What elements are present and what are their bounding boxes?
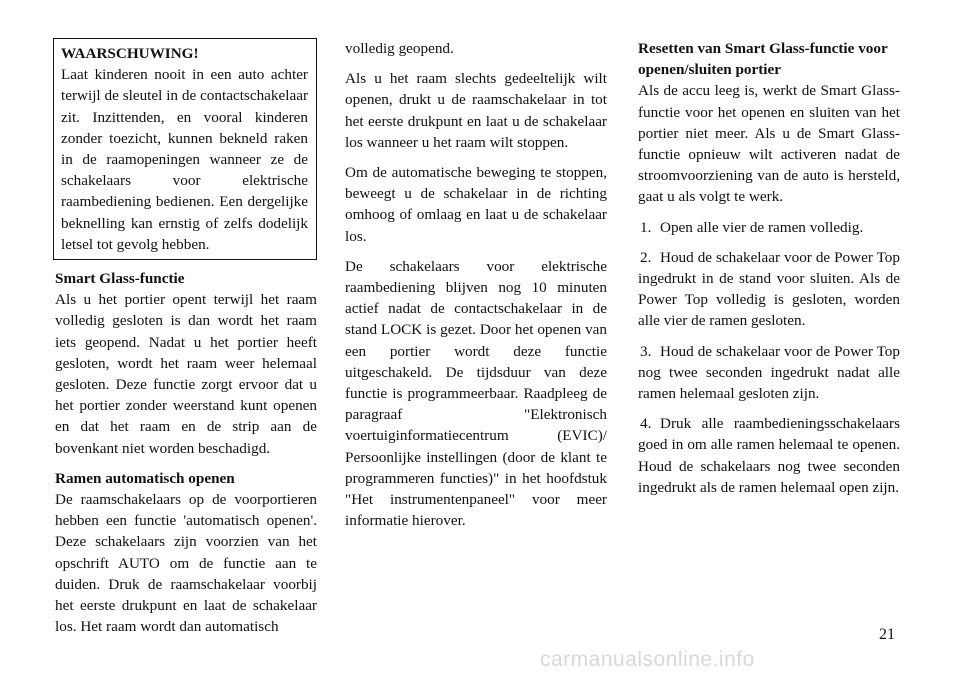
- heading-smart-glass: Smart Glass-functie: [55, 270, 185, 288]
- warning-text: Laat kinderen nooit in een auto achter terwijl de sleutel in de contactschakelaar zit. Inzittenden, en vooral kinderen zonder toezicht, kunnen bekneld raken in de raamopeningen wanneer ze de schakelaars voor elektrische raambediening bedienen. Een dergelijke beknelling kan ernstig of zelfs dodelijk letsel tot gevolg hebben.: [61, 66, 308, 253]
- list-item: 4. Druk alle raambedieningsschakelaars goed in om alle ramen helemaal te openen. Houd de schakelaars nog twee seconden ingedrukt als de ramen helemaal open zijn.: [638, 415, 900, 496]
- warning-box: [53, 38, 317, 260]
- auto-open-paragraph: De schakelaars voor elektrische raambediening blijven nog 10 minuten actief nadat de contactschakelaar in de stand LOCK is gezet. Door het openen van een portier wordt deze functie uitgeschakeld. De tijdsduur van deze functie is programmeerbaar. Raadpleeg de paragraaf "Elektronisch voertuiginformatiecentrum (EVIC)/ Persoonlijke instellingen (door de klant te programmeren functies)" in het hoofdstuk "Het instrumentenpaneel" voor meer informatie hierover.: [345, 257, 607, 530]
- column-middle: [345, 38, 607, 540]
- list-item: 1. Open alle vier de ramen volledig.: [640, 218, 864, 236]
- warning-title: WAARSCHUWING!: [61, 45, 199, 62]
- auto-open-paragraph: Als u het raam slechts gedeeltelijk wilt openen, drukt u de raamschakelaar in tot het eerste drukpunt en laat u de schakelaar los wanneer u het raam wilt stoppen.: [345, 70, 607, 151]
- heading-reset: Resetten van Smart Glass-functie voor openen/sluiten portier: [638, 40, 888, 79]
- page-number: 21: [879, 626, 895, 643]
- reset-text: Als de accu leeg is, werkt de Smart Glass-functie voor het openen en sluiten van het portier niet meer. Als u de Smart Glass-functie opnieuw wilt activeren nadat de stroomvoorziening van de auto is hersteld, gaat u als volgt te werk.: [638, 82, 900, 206]
- auto-open-paragraph: Om de automatische beweging te stoppen, beweegt u de schakelaar in de richting omhoog of omlaag en laat u de schakelaar los.: [345, 164, 607, 245]
- list-item: 2. Houd de schakelaar voor de Power Top ingedrukt in de stand voor sluiten. Als de Power Top volledig is gesloten, worden alle vier de ramen gesloten.: [638, 248, 900, 330]
- column-right: [638, 38, 900, 507]
- list-item: 3. Houd de schakelaar voor de Power Top nog twee seconden ingedrukt nadat alle ramen helemaal gesloten zijn.: [638, 342, 900, 403]
- smart-glass-text: Als u het portier opent terwijl het raam volledig gesloten is dan wordt het raam iets geopend. Nadat u het portier heeft gesloten, wordt het raam weer helemaal gesloten. Deze functie zorgt ervoor dat u het portier zonder weerstand kunt openen en dat het raam en de strip aan de bovenkant niet worden beschadigd.: [55, 291, 317, 457]
- watermark: carmanualsonline.info: [540, 648, 755, 671]
- auto-open-continued: volledig geopend.: [345, 40, 454, 57]
- column-left: [55, 38, 317, 646]
- auto-open-text: De raamschakelaars op de voorportieren hebben een functie 'automatisch openen'. Deze schakelaars zijn voorzien van het opschrift AUTO om de functie aan te duiden. Druk de raamschakelaar voorbij het eerste drukpunt en laat de schakelaar los. Het raam wordt dan automatisch: [55, 491, 317, 636]
- heading-auto-open: Ramen automatisch openen: [55, 469, 235, 487]
